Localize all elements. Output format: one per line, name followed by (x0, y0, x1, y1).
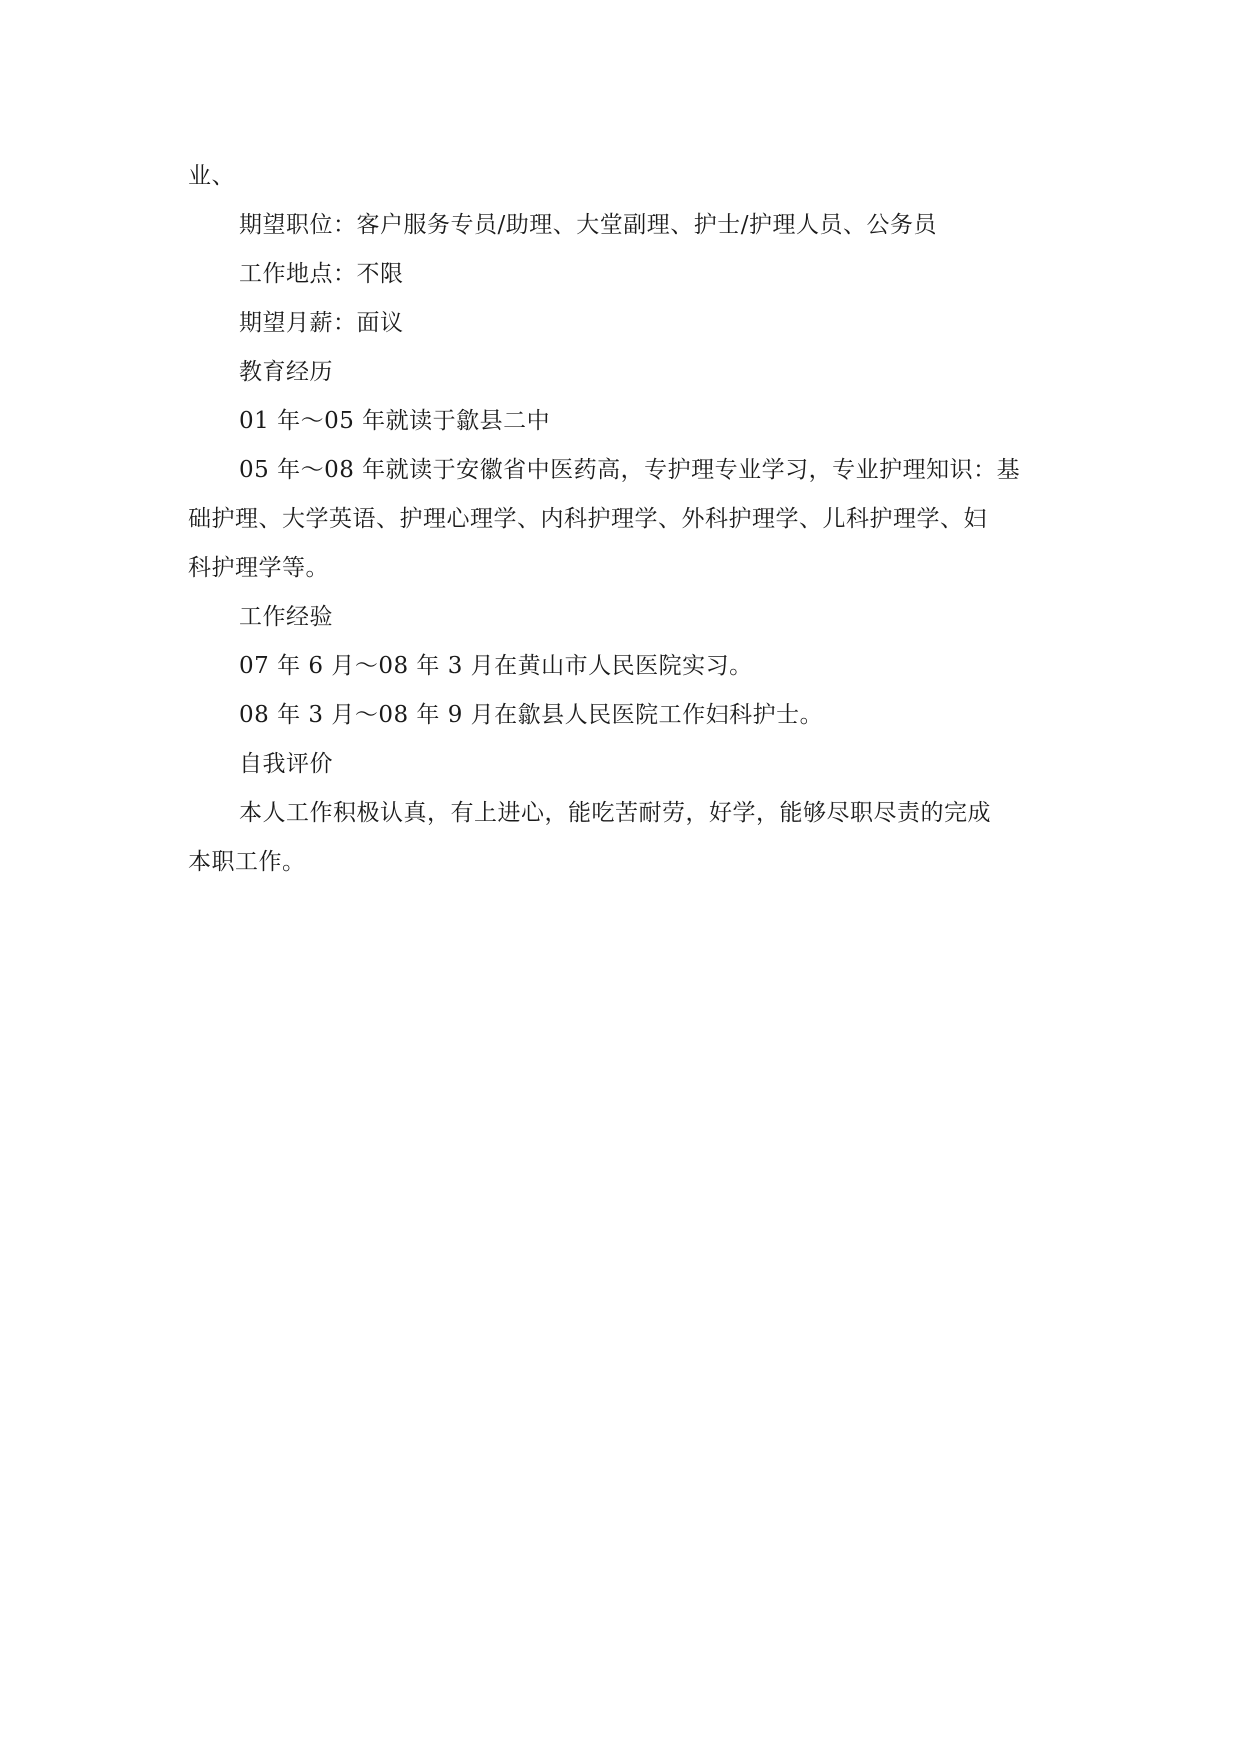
education-entry-2-cont: 础护理、大学英语、护理心理学、内科护理学、外科护理学、儿科护理学、妇 (188, 506, 987, 532)
self-evaluation-heading: 自我评价 (239, 751, 333, 777)
desired-position-line: 期望职位：客户服务专员/助理、大堂副理、护士/护理人员、公务员 (239, 212, 937, 238)
document-body (188, 152, 1054, 887)
self-evaluation-text: 本人工作积极认真，有上进心，能吃苦耐劳，好学，能够尽职尽责的完成 (239, 800, 991, 826)
self-evaluation-text-end: 本职工作。 (188, 849, 306, 875)
work-entry-1: 07 年 6 月～08 年 3 月在黄山市人民医院实习。 (239, 653, 753, 679)
text-line: 业、 (188, 163, 235, 189)
work-experience-heading: 工作经验 (239, 604, 333, 630)
work-entry-2: 08 年 3 月～08 年 9 月在歙县人民医院工作妇科护士。 (239, 702, 824, 728)
work-location-line: 工作地点：不限 (239, 261, 404, 287)
expected-salary-line: 期望月薪：面议 (239, 310, 404, 336)
education-entry-1: 01 年～05 年就读于歙县二中 (239, 408, 551, 434)
education-heading: 教育经历 (239, 359, 333, 385)
education-entry-2: 05 年～08 年就读于安徽省中医药高，专护理专业学习，专业护理知识：基 (239, 457, 1021, 483)
education-entry-2-end: 科护理学等。 (188, 555, 329, 581)
